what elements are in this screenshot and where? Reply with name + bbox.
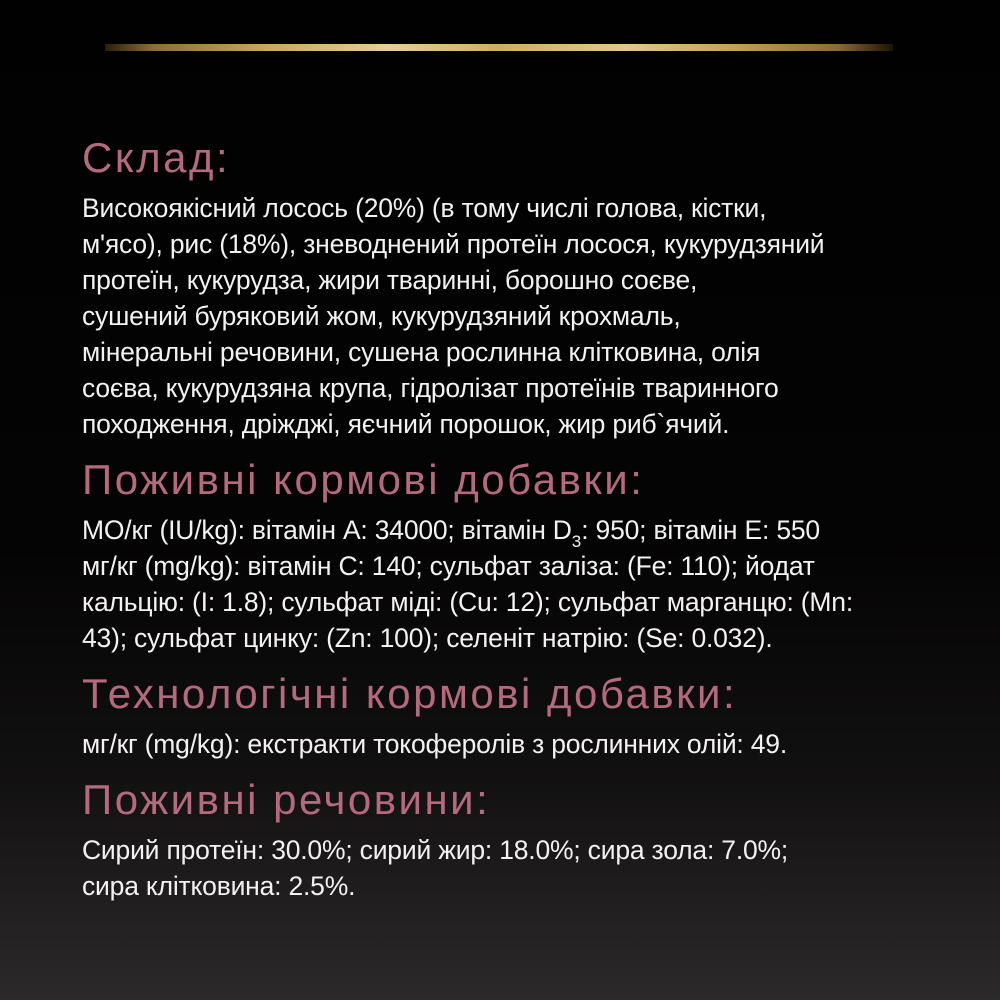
vitamin-d3-subscript: 3 xyxy=(571,532,582,551)
label-content xyxy=(82,134,942,918)
nutritional-additives-line: кальцію: (I: 1.8); сульфат міді: (Cu: 12); сульфат марганцю: (Mn: xyxy=(82,587,854,617)
composition-line: Високоякісний лосось (20%) (в тому числі голова, кістки, xyxy=(82,193,767,223)
section-nutritional-additives xyxy=(82,456,942,656)
technological-additives-line: мг/кг (mg/kg): екстракти токоферолів з рослинних олій: 49. xyxy=(82,729,787,759)
nutritional-additives-heading: Поживні кормові добавки: xyxy=(82,456,645,503)
composition-line: соєва, кукурудзяна крупа, гідролізат протеїнів тваринного xyxy=(82,373,779,403)
vitamins-line-pre: МО/кг (IU/kg): вітамін A: 34000; вітамін D xyxy=(82,515,572,545)
composition-line: сушений буряковий жом, кукурудзяний крохмаль, xyxy=(82,301,681,331)
nutrients-heading: Поживні речовини: xyxy=(82,776,491,823)
composition-line: протеїн, кукурудза, жири тваринні, борошно соєве, xyxy=(82,265,698,295)
technological-additives-heading: Технологічні кормові добавки: xyxy=(82,670,738,717)
nutritional-additives-line xyxy=(82,512,942,551)
nutrients-line: Сирий протеїн: 30.0%; сирий жир: 18.0%; сира зола: 7.0%; xyxy=(82,835,789,865)
nutritional-additives-line: мг/кг (mg/kg): вітамін C: 140; сульфат заліза: (Fe: 110); йодат xyxy=(82,551,815,581)
composition-line: мінеральні речовини, сушена рослинна клітковина, олія xyxy=(82,337,761,367)
composition-heading: Склад: xyxy=(82,134,231,181)
composition-line: м'ясо), рис (18%), зневоднений протеїн лосося, кукурудзяний xyxy=(82,229,825,259)
section-nutrients xyxy=(82,776,942,904)
section-technological-additives xyxy=(82,670,942,762)
section-composition xyxy=(82,134,942,442)
vitamins-line-post: : 950; вітамін E: 550 xyxy=(581,515,820,545)
nutritional-additives-line: 43); сульфат цинку: (Zn: 100); селеніт натрію: (Se: 0.032). xyxy=(82,623,773,653)
nutrients-line: сира клітковина: 2.5%. xyxy=(82,871,356,901)
gold-divider xyxy=(105,44,893,51)
composition-line: походження, дріжджі, яєчний порошок, жир риб`ячий. xyxy=(82,409,730,439)
